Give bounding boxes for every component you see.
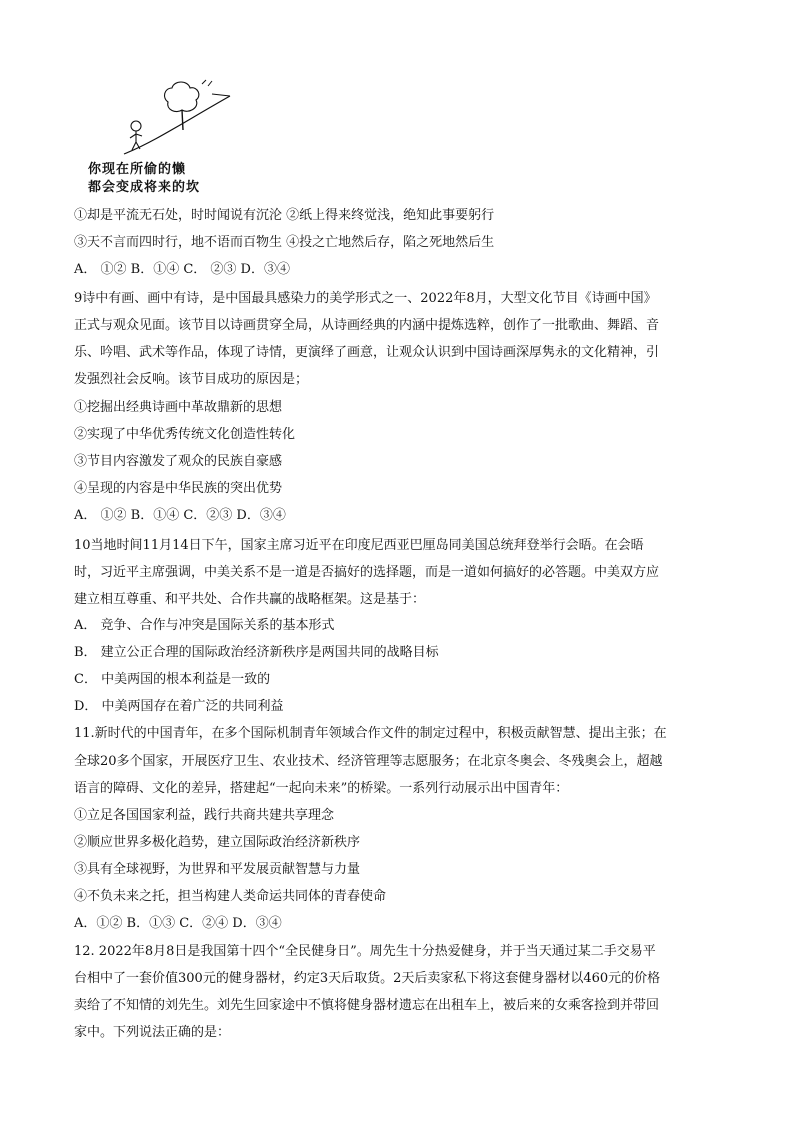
q11-option: ①立足各国国家利益，践行共商共建共享理念	[74, 808, 335, 823]
q11-stem-line: 语言的障碍、文化的差异，搭建起“一起向未来”的桥梁。一系列行动展示出中国青年：	[74, 781, 569, 796]
q10-option: B． 建立公正合理的国际政治经济新秩序是两国共同的战略目标	[74, 645, 439, 660]
q10-stem-line: 10当地时间11月14日下午，国家主席习近平在印度尼西亚巴厘岛同美国总统拜登举行会晤。在会晤	[74, 538, 644, 553]
q10-option: C． 中美两国的根本利益是一致的	[74, 672, 271, 687]
q12-stem-line: 台相中了一套价值300元的健身器材，约定3天后取货。2天后卖家私下将这套健身器材以460元的价格	[74, 971, 661, 986]
q11-stem-line: 11.新时代的中国青年，在多个国际机制青年领域合作文件的制定过程中，积极贡献智慧、提出主张；在	[74, 726, 667, 741]
q10-option: A． 竞争、合作与冲突是国际关系的基本形式	[74, 618, 335, 633]
q9-stem-line: 发强烈社会反响。该节目成功的原因是；	[74, 372, 309, 387]
q8-options-line2: ③天不言而四时行，地不语而百物生 ④投之亡地然后存，陷之死地然后生	[74, 235, 495, 250]
cartoon-illustration	[84, 72, 254, 200]
q9-option: ④呈现的内容是中华民族的突出优势	[74, 481, 283, 496]
q12-stem-line: 家中。下列说法正确的是：	[74, 1025, 231, 1040]
q11-option: ③具有全球视野，为世界和平发展贡献智慧与力量	[74, 862, 361, 877]
cartoon-caption-line2: 都会变成将来的坎	[88, 180, 201, 195]
q11-choices: A．①② B．①③ C．②④ D．③④	[74, 916, 282, 931]
q10-option: D． 中美两国存在着广泛的共同利益	[74, 699, 284, 714]
q12-stem-line: 12. 2022年8月8日是我国第十四个“全民健身日”。周先生十分热爱健身，并于当天通过某二手交易平	[74, 944, 656, 959]
q9-option: ②实现了中华优秀传统文化创造性转化	[74, 427, 296, 442]
q11-stem-line: 全球20多个国家，开展医疗卫生、农业技术、经济管理等志愿服务；在北京冬奥会、冬残奥会上，超越	[74, 754, 663, 769]
q9-stem-line: 乐、吟唱、武术等作品，体现了诗情，更演绎了画意，让观众认识到中国诗画深厚隽永的文化精神，引	[74, 345, 660, 360]
q9-stem-line: 正式与观众见面。该节目以诗画贯穿全局，从诗画经典的内涵中提炼选粹，创作了一批歌曲、舞蹈、音	[74, 318, 660, 333]
q8-options-line1: ①却是平流无石处，时时闻说有沉沦 ②纸上得来终觉浅，绝知此事要躬行	[74, 208, 495, 223]
q8-choices: A． ①② B．①④ C． ②③ D．③④	[74, 262, 290, 277]
q11-option: ②顺应世界多极化趋势，建立国际政治经济新秩序	[74, 835, 361, 850]
q9-stem-line: 9诗中有画、画中有诗，是中国最具感染力的美学形式之一、2022年8月，大型文化节目《诗画中国》	[74, 291, 657, 306]
q11-option: ④不负未来之托，担当构建人类命运共同体的青春使命	[74, 889, 387, 904]
q9-option: ①挖掘出经典诗画中革故鼎新的思想	[74, 400, 283, 415]
q10-stem-line: 时，习近平主席强调，中美关系不是一道是否搞好的选择题，而是一道如何搞好的必答题。中美双方应	[74, 565, 660, 580]
q12-stem-line: 卖给了不知情的刘先生。刘先生回家途中不慎将健身器材遗忘在出租车上，被后来的女乘客捡到并带回	[74, 998, 660, 1013]
q9-choices: A． ①② B．①④ C．②③ D．③④	[74, 508, 286, 523]
q10-stem-line: 建立相互尊重、和平共处、合作共赢的战略框架。这是基于：	[74, 592, 426, 607]
cartoon-caption-line1: 你现在所偷的懒	[88, 162, 187, 177]
q9-option: ③节目内容激发了观众的民族自豪感	[74, 454, 283, 469]
hill-tree-figure-drawing	[84, 72, 254, 158]
